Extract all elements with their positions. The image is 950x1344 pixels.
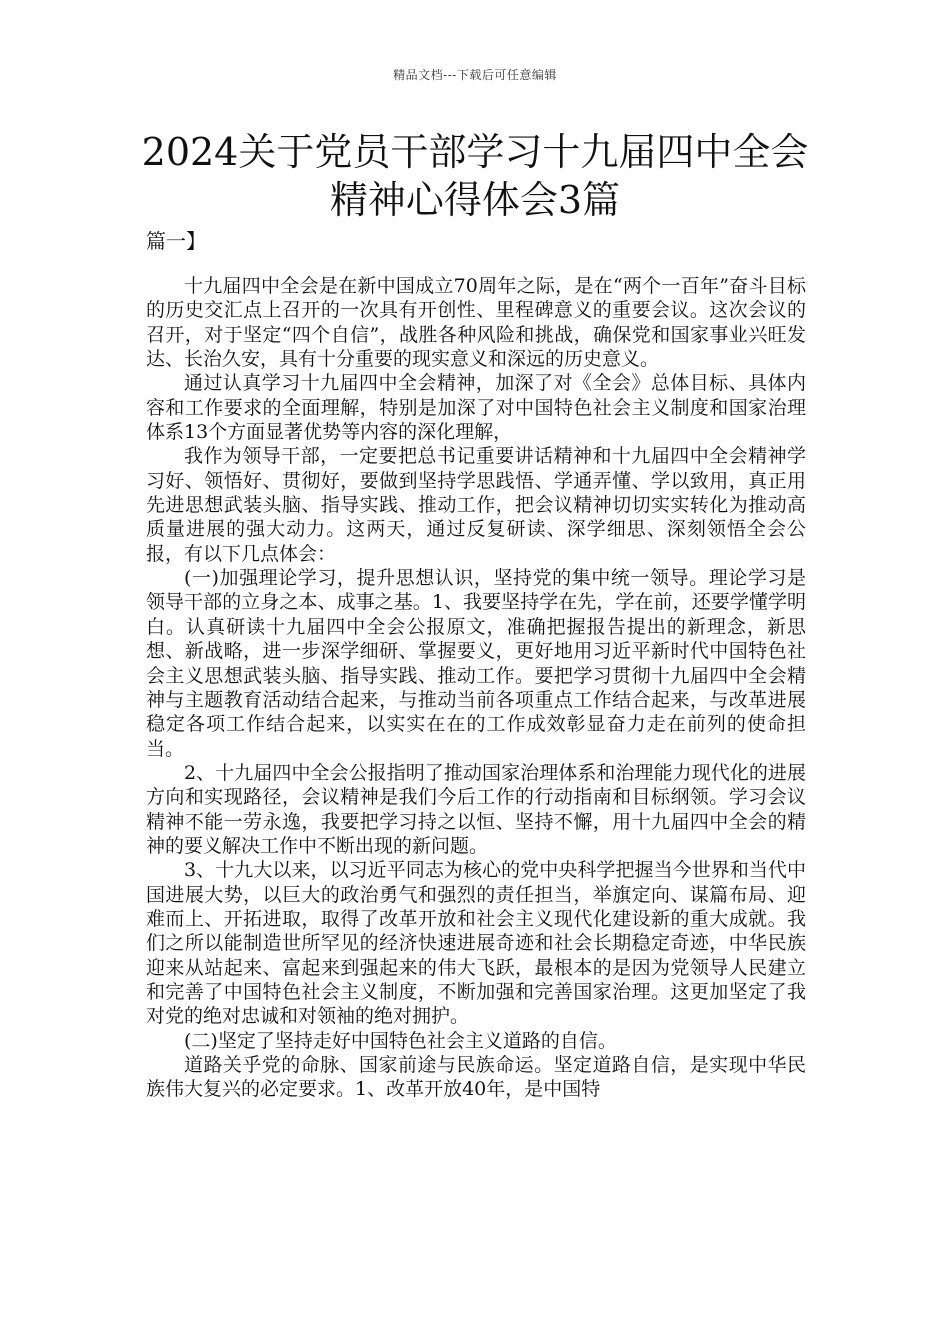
paragraph-point-two-heading: (二)坚定了坚持走好中国特色社会主义道路的自信。 xyxy=(184,1029,617,1052)
title-line-2: 精神心得体会3篇 xyxy=(329,178,621,222)
paragraph-item-two: 2、十九届四中全会公报指明了推动国家治理体系和治理能力现代化的进展方向和实现路径，会议精神是我们今后工作的行动指南和目标纲领。学习会议精神不能一劳永逸，我要把学习持之以恒、坚持不懈，用十九届四中全会的精神的要义解决工作中不断出现的新问题。 xyxy=(146,761,806,857)
paragraph-leader: 我作为领导干部，一定要把总书记重要讲话精神和十九届四中全会精神学习好、领悟好、贯彻好，要做到坚持学思践悟、学通弄懂、学以致用，真正用先进思想武装头脑、指导实践、推动工作，把会议精神切切实实转化为推动高质量进展的强大动力。这两天，通过反复研读、深学细思、深刻领悟全会公报，有以下几点体会： xyxy=(146,445,806,565)
section-label: 篇一】 xyxy=(146,229,206,253)
paragraph-item-three: 3、十九大以来，以习近平同志为核心的党中央科学把握当今世界和当代中国进展大势，以巨大的政治勇气和强烈的责任担当，举旗定向、谋篇布局、迎难而上、开拓进取，取得了改革开放和社会主义现代化建设新的重大成就。我们之所以能制造世所罕见的经济快速进展奇迹和社会长期稳定奇迹，中华民族迎来从站起来、富起来到强起来的伟大飞跃，最根本的是因为党领导人民建立和完善了中国特色社会主义制度，不断加强和完善国家治理。这更加坚定了我对党的绝对忠诚和对领袖的绝对拥护。 xyxy=(146,859,806,1028)
paragraph-road: 道路关乎党的命脉、国家前途与民族命运。坚定道路自信，是实现中华民族伟大复兴的必定要求。1、改革开放40年，是中国特 xyxy=(146,1054,806,1101)
header-note: 精品文档---下载后可任意编辑 xyxy=(393,68,557,82)
paragraph-understanding: 通过认真学习十九届四中全会精神，加深了对《全会》总体目标、具体内容和工作要求的全面理解，特别是加深了对中国特色社会主义制度和国家治理体系13个方面显著优势等内容的深化理解， xyxy=(146,372,806,444)
title-line-1: 2024关于党员干部学习十九届四中全会 xyxy=(141,130,809,174)
body-text xyxy=(146,274,806,1102)
document-title xyxy=(100,128,850,224)
paragraph-point-one: (一)加强理论学习，提升思想认识，坚持党的集中统一领导。理论学习是领导干部的立身之本、成事之基。1、我要坚持学在先，学在前，还要学懂学明白。认真研读十九届四中全会公报原文，准确把握报告提出的新理念，新思想、新战略，进一步深学细研、掌握要义，更好地用习近平新时代中国特色社会主义思想武装头脑、指导实践、推动工作。要把学习贯彻十九届四中全会精神与主题教育活动结合起来，与推动当前各项重点工作结合起来，与改革进展稳定各项工作结合起来，以实实在在的工作成效彰显奋力走在前列的使命担当。 xyxy=(146,567,806,760)
paragraph-intro: 十九届四中全会是在新中国成立70周年之际，是在“两个一百年”奋斗目标的历史交汇点上召开的一次具有开创性、里程碑意义的重要会议。这次会议的召开，对于坚定“四个自信”，战胜各种风险和挑战，确保党和国家事业兴旺发达、长治久安，具有十分重要的现实意义和深远的历史意义。 xyxy=(146,275,806,371)
